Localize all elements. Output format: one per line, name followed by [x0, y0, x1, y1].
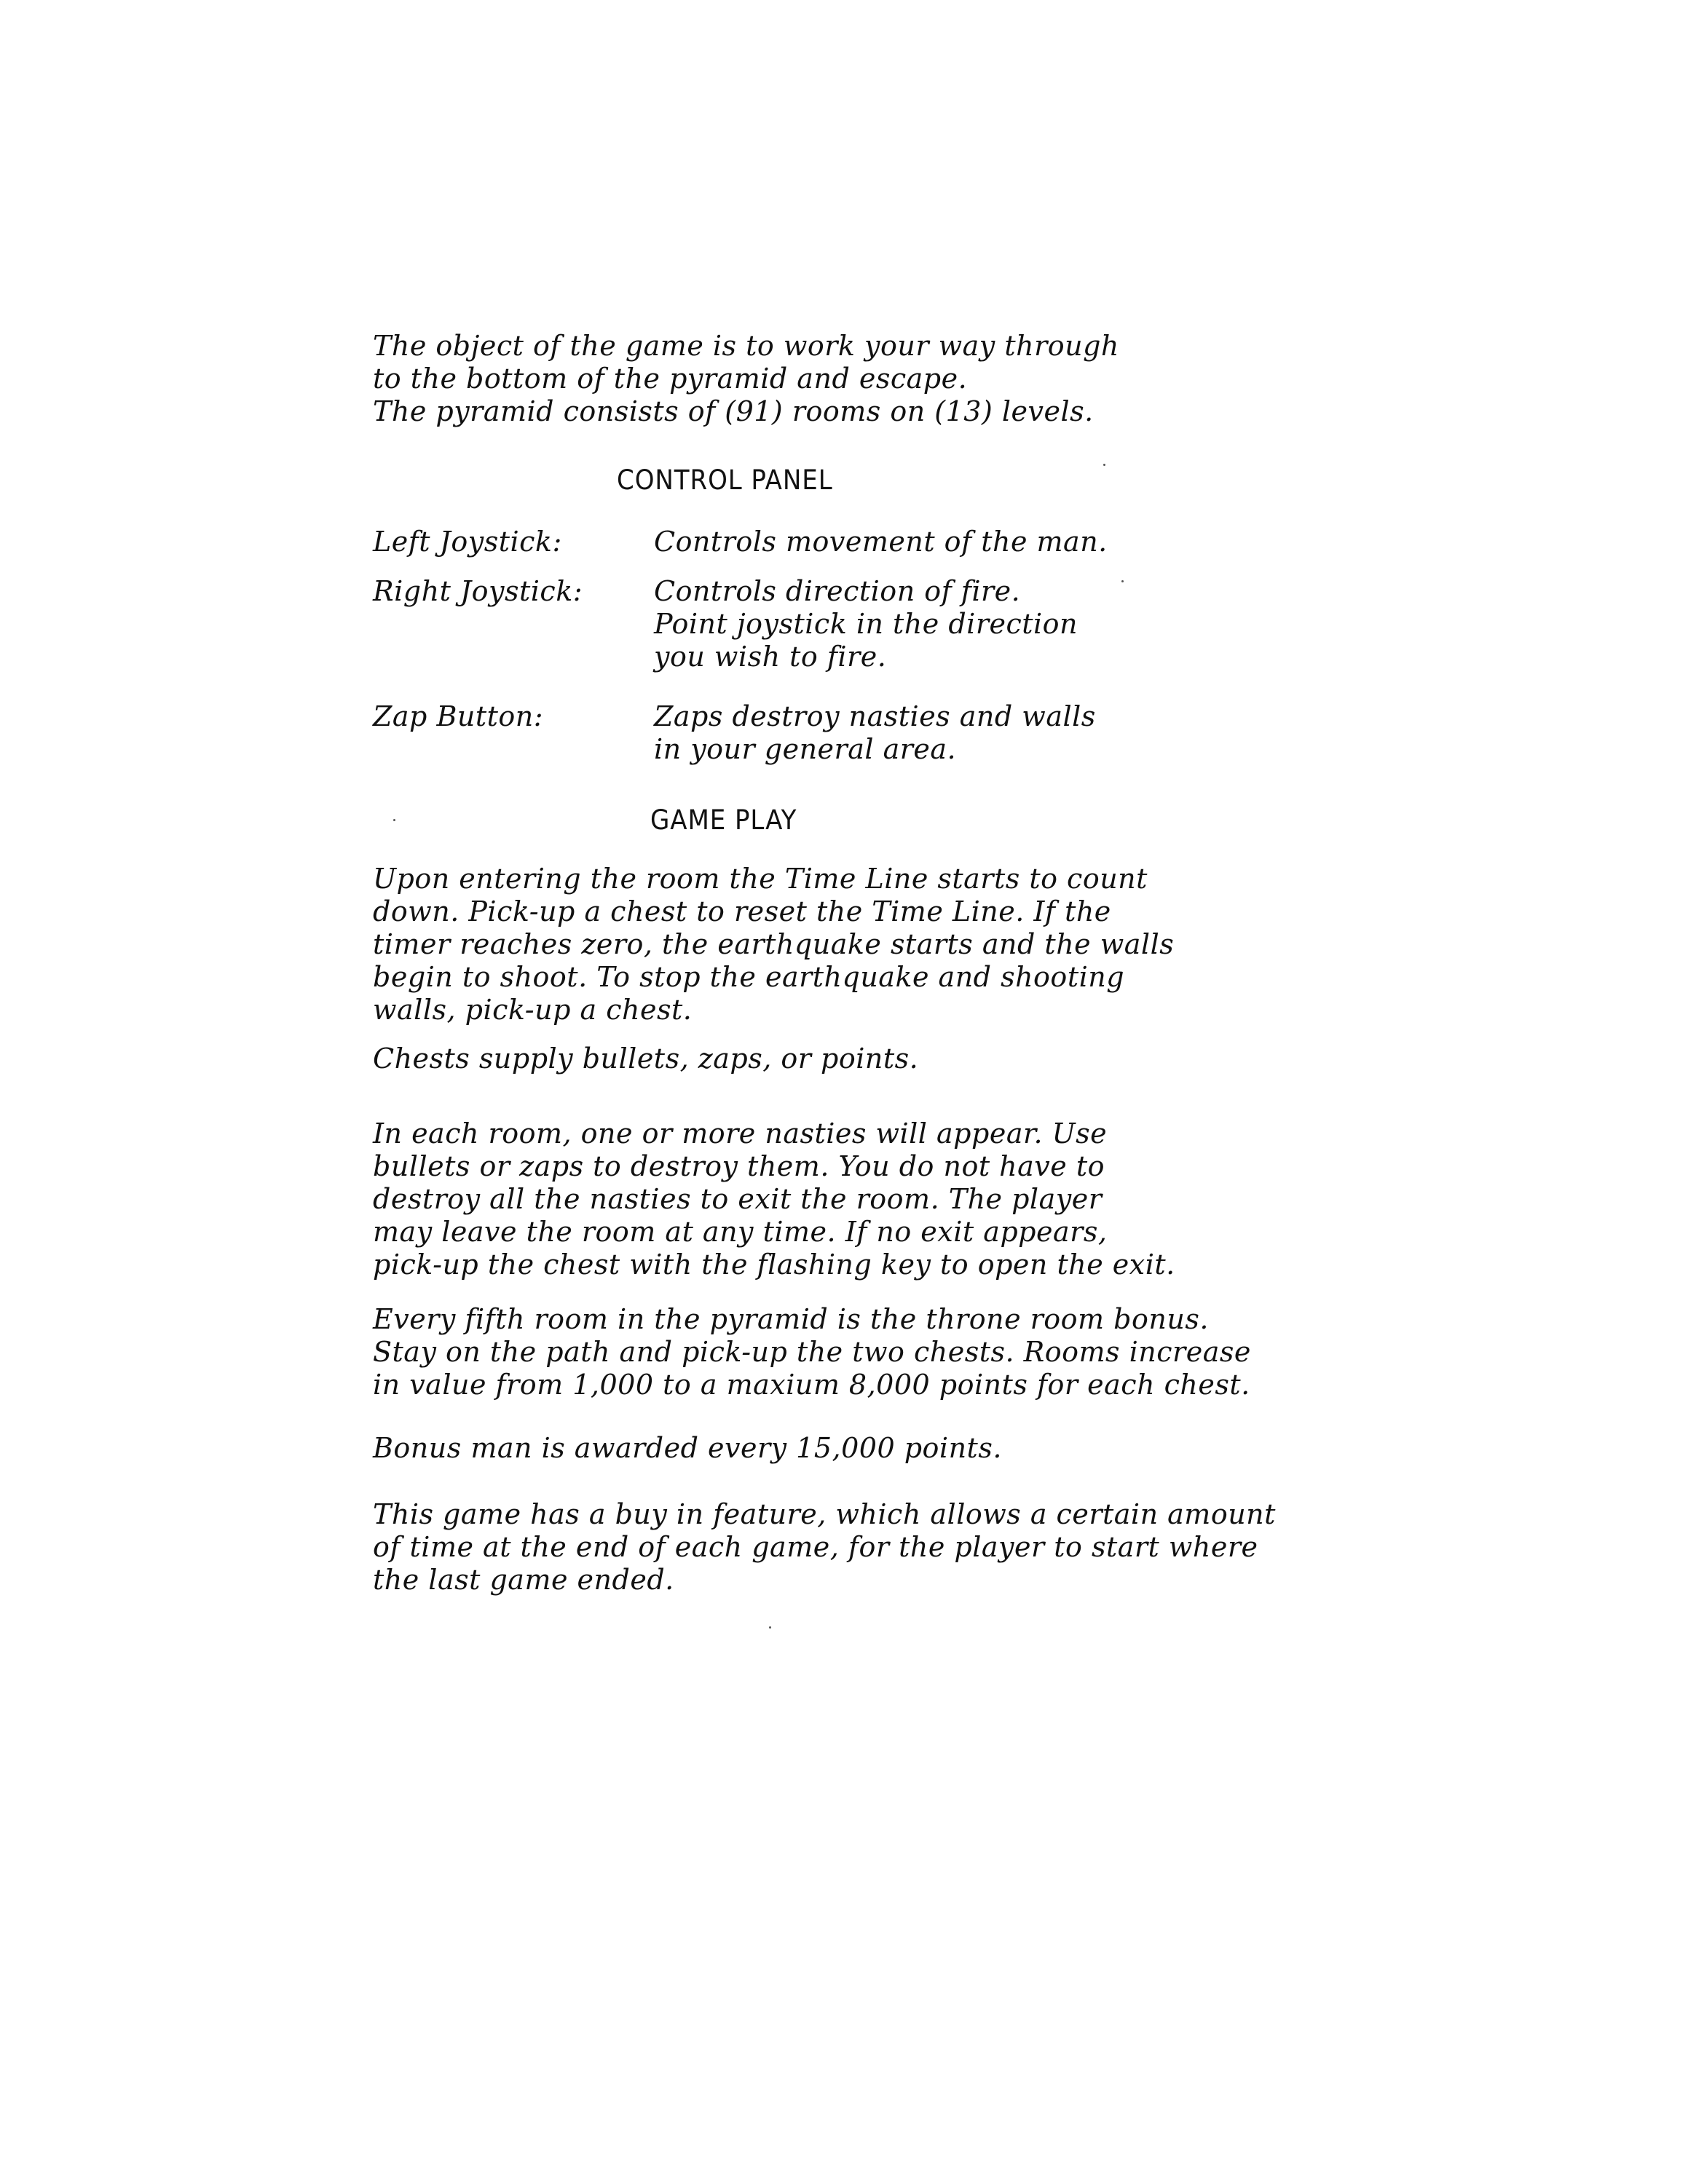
scan-speck [1103, 464, 1105, 466]
control-description-line: Zaps destroy nasties and walls [654, 700, 1096, 732]
paragraph-line: walls, pick-up a chest. [373, 994, 693, 1026]
paragraph-line: bullets or zaps to destroy them. You do not have to [373, 1150, 1105, 1182]
scan-speck [393, 819, 395, 821]
game-play-paragraph [373, 1042, 918, 1075]
paragraph-line: Stay on the path and pick-up the two chests. Rooms increase [373, 1336, 1251, 1368]
control-description-line: Controls movement of the man. [654, 526, 1108, 558]
intro-line: The pyramid consists of (91) rooms on (13) levels. [373, 395, 1094, 427]
paragraph-line: Bonus man is awarded every 15,000 points. [373, 1432, 1002, 1464]
paragraph-line: the last game ended. [373, 1564, 674, 1596]
control-panel-heading: CONTROL PANEL [617, 464, 833, 496]
game-play-paragraph [373, 1117, 1175, 1281]
intro-line: to the bottom of the pyramid and escape. [373, 363, 968, 395]
control-label: Zap Button: [373, 700, 544, 732]
scan-speck [1121, 580, 1124, 582]
paragraph-line: begin to shoot. To stop the earthquake and shooting [373, 961, 1125, 993]
paragraph-line: pick-up the chest with the flashing key to open the exit. [373, 1249, 1175, 1281]
paragraph-line: down. Pick-up a chest to reset the Time Line. If the [373, 895, 1111, 927]
control-description-line: in your general area. [654, 733, 957, 765]
paragraph-line: Every fifth room in the pyramid is the throne room bonus. [373, 1303, 1209, 1335]
paragraph-line: timer reaches zero, the earthquake starts and the walls [373, 928, 1175, 960]
paragraph-line: destroy all the nasties to exit the room. The player [373, 1183, 1103, 1215]
intro-line: The object of the game is to work your way through [373, 330, 1119, 362]
control-description-line: Point joystick in the direction [654, 608, 1078, 640]
control-label: Right Joystick: [373, 575, 583, 607]
intro-paragraph [373, 330, 1119, 428]
paragraph-line: Chests supply bullets, zaps, or points. [373, 1042, 919, 1075]
control-description-line: Controls direction of fire. [654, 575, 1021, 607]
game-play-heading: GAME PLAY [650, 804, 797, 836]
control-description [654, 575, 1078, 673]
scan-speck [769, 1626, 771, 1629]
paragraph-line: Upon entering the room the Time Line starts to count [373, 863, 1148, 895]
game-play-paragraph [373, 863, 1174, 1026]
control-description [654, 700, 1096, 766]
control-description-line: you wish to fire. [654, 641, 887, 673]
paragraph-line: of time at the end of each game, for the player to start where [373, 1531, 1258, 1563]
game-play-paragraph [373, 1432, 1002, 1465]
paragraph-line: in value from 1,000 to a maxium 8,000 points for each chest. [373, 1369, 1250, 1401]
game-play-paragraph [373, 1498, 1276, 1597]
game-play-paragraph [373, 1303, 1251, 1401]
control-label: Left Joystick: [373, 526, 562, 558]
control-description [654, 526, 1108, 558]
paragraph-line: may leave the room at any time. If no exit appears, [373, 1216, 1108, 1248]
paragraph-line: This game has a buy in feature, which allows a certain amount [373, 1498, 1276, 1530]
paragraph-line: In each room, one or more nasties will appear. Use [373, 1117, 1108, 1150]
